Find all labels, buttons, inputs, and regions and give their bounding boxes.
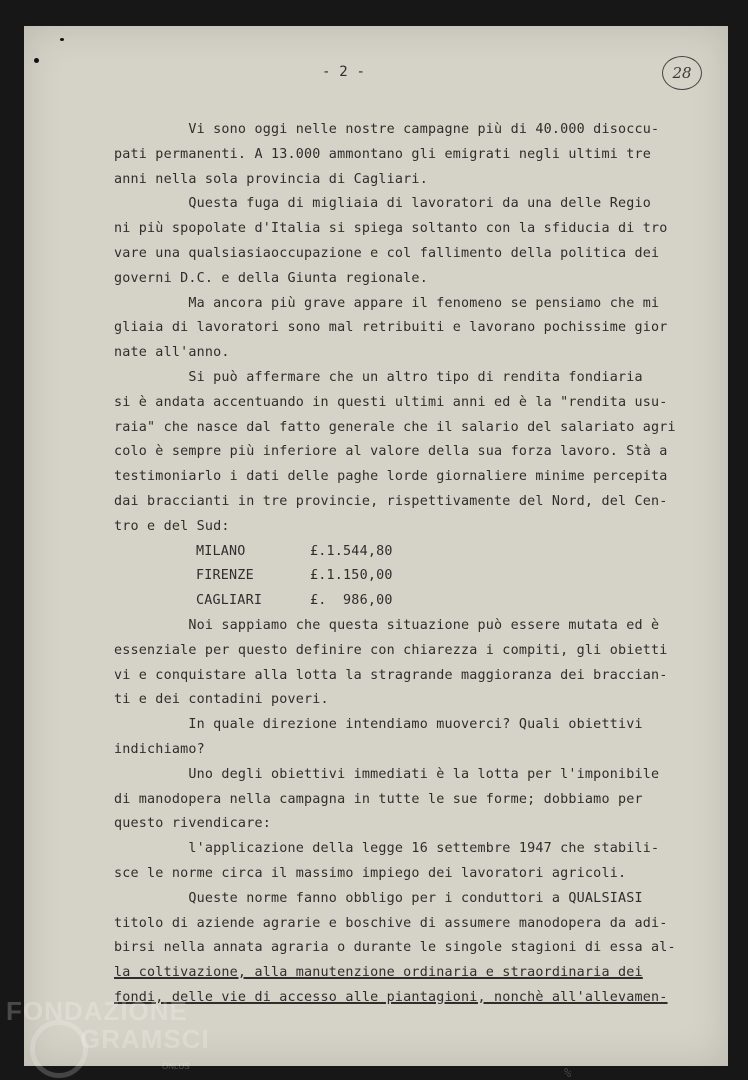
ink-dot	[60, 38, 64, 41]
text-line: tro e del Sud:	[114, 518, 230, 534]
archive-number-stamp: 28	[662, 56, 702, 90]
text-line: Ma ancora più grave appare il fenomeno se pensiamo che mi	[114, 295, 660, 311]
text-line: testimoniarlo i dati delle paghe lorde giornaliere minime percepita	[114, 469, 668, 485]
wage-amount: £.1.544,80	[310, 543, 393, 559]
text-line: Noi sappiamo che questa situazione può essere mutata ed è	[114, 618, 660, 633]
wage-city: CAGLIARI	[196, 593, 263, 609]
text-line: di manodopera nella campagna in tutte le sue forme; dobbiamo per	[114, 791, 643, 807]
text-line: Queste norme fanno obbligo per i conduttori a QUALSIASI	[114, 890, 643, 906]
text-line: pati permanenti. A 13.000 ammontano gli emigrati negli ultimi tre	[114, 146, 652, 162]
text-line: Vi sono oggi nelle nostre campagne più di 40.000 disoccu-	[114, 122, 660, 137]
margin-mark: %	[564, 1066, 572, 1080]
text-line: gliaia di lavoratori sono mal retribuiti e lavorano pochissime gior	[114, 320, 668, 336]
watermark-text: GRAMSCI	[80, 1024, 210, 1054]
watermark-text: FONDAZIONE	[6, 996, 188, 1026]
text-line: anni nella sola provincia di Cagliari.	[114, 171, 428, 187]
watermark-subtext: ONLUS	[162, 1062, 190, 1071]
wage-city: FIRENZE	[196, 568, 254, 584]
text-line: birsi nella annata agraria o durante le singole stagioni di essa al-	[114, 940, 676, 956]
text-line: dai braccianti in tre provincie, rispettivamente del Nord, del Cen-	[114, 494, 668, 509]
text-line: l'applicazione della legge 16 settembre 1947 che stabili-	[114, 841, 660, 857]
text-line: ni più spopolate d'Italia si spiega soltanto con la sfiducia di tro	[114, 221, 668, 237]
text-line: vare una qualsiasiaoccupazione e col fallimento della politica dei	[114, 246, 660, 261]
wage-amount: £. 986,00	[310, 593, 393, 609]
text-line: si è andata accentuando in questi ultimi anni ed è la "rendita usu-	[114, 394, 668, 410]
text-line: questo rivendicare:	[114, 816, 271, 832]
text-line: la coltivazione, alla manutenzione ordinaria e straordinaria dei	[114, 965, 643, 981]
ink-dot	[34, 58, 39, 63]
wage-amount: £.1.150,00	[310, 568, 393, 584]
wage-city: MILANO	[196, 543, 246, 559]
text-line: essenziale per questo definire con chiarezza i compiti, gli obietti	[114, 642, 668, 658]
text-line: governi D.C. e della Giunta regionale.	[114, 270, 428, 286]
text-line: nate all'anno.	[114, 345, 230, 361]
text-line: Uno degli obiettivi immediati è la lotta per l'imponibile	[114, 766, 660, 782]
text-line: colo è sempre più inferiore al valore della sua forza lavoro. Stà a	[114, 444, 668, 460]
text-line: Si può affermare che un altro tipo di rendita fondiaria	[114, 370, 643, 385]
text-line: titolo di aziende agrarie e boschive di assumere manodopera da adi-	[114, 915, 668, 931]
text-line: indichiamo?	[114, 742, 205, 757]
page-number: - 2 -	[322, 64, 366, 80]
text-line: sce le norme circa il massimo impiego dei lavoratori agricoli.	[114, 866, 627, 881]
text-line: Questa fuga di migliaia di lavoratori da una delle Regio	[114, 196, 652, 212]
text-line: In quale direzione intendiamo muoverci? Quali obiettivi	[114, 717, 643, 733]
text-line: fondi, delle vie di accesso alle piantagioni, nonchè all'allevamen-	[114, 990, 668, 1005]
text-line: ti e dei contadini poveri.	[114, 692, 329, 708]
text-line: vi e conquistare alla lotta la stragrande maggioranza dei braccian-	[114, 667, 668, 683]
text-line: raia" che nasce dal fatto generale che il salario del salariato agri	[114, 419, 676, 435]
